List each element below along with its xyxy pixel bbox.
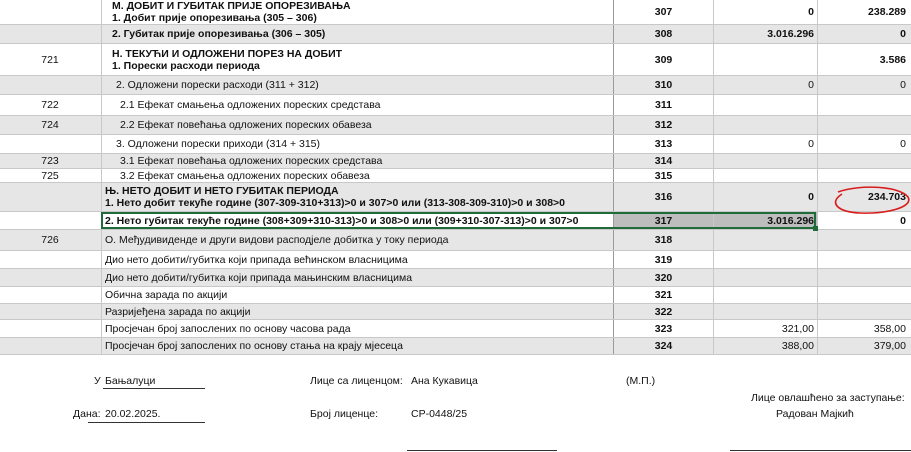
aop-code-cell[interactable]: 319	[613, 251, 713, 268]
license-number-label: Број лиценце:	[310, 408, 378, 420]
description-line: Н. ТЕКУЋИ И ОДЛОЖЕНИ ПОРЕЗ НА ДОБИТ	[112, 47, 343, 60]
previous-year-cell[interactable]: 0	[817, 76, 911, 94]
previous-year-cell[interactable]: 3.586	[817, 44, 911, 75]
aop-code-cell[interactable]: 316	[613, 183, 713, 211]
licensed-signature-line	[407, 450, 557, 451]
description-line: Просјечан број запослених по основу часова рада	[105, 322, 351, 335]
account-code-cell[interactable]: 722	[41, 99, 59, 111]
date-underline	[88, 422, 205, 423]
previous-year-cell[interactable]: 234.703	[817, 183, 911, 211]
place-label: У	[94, 375, 101, 387]
description-line: 1. Порески расходи периода	[112, 59, 260, 72]
aop-code-cell[interactable]: 322	[613, 304, 713, 319]
aop-code-cell[interactable]: 320	[613, 269, 713, 286]
signature-footer	[0, 352, 911, 452]
previous-year-cell[interactable]: 238.289	[817, 0, 911, 24]
description-line: Њ. НЕТО ДОБИТ И НЕТО ГУБИТАК ПЕРИОДА	[105, 185, 339, 197]
account-code-cell[interactable]: 725	[41, 169, 59, 182]
aop-code-cell[interactable]: 311	[613, 95, 713, 115]
aop-code-cell[interactable]: 309	[613, 44, 713, 75]
date-value: 20.02.2025.	[105, 408, 161, 420]
aop-code-cell[interactable]: 318	[613, 230, 713, 250]
description-line: Дио нето добити/губитка који припада мањинским власницима	[105, 271, 413, 284]
description-line: 1. Добит прије опорезивања (305 – 306)	[112, 12, 317, 24]
current-year-cell[interactable]: 388,00	[713, 338, 817, 354]
authorized-signature-line	[730, 450, 911, 451]
authorized-person-label: Лице овлашћено за заступање:	[751, 392, 905, 404]
authorized-person-value: Радован Мајкић	[776, 408, 854, 420]
stamp-placeholder: (М.П.)	[626, 375, 656, 387]
description-line: 1. Нето добит текуће године (307-309-310+313)>0 и 307>0 или (313-308-309-310)>0 и 308>0	[105, 197, 566, 209]
description-line: О. Међудивиденде и други видови расподјеле добитка у току периода	[105, 234, 449, 246]
aop-code-cell[interactable]: 321	[613, 287, 713, 303]
description-line: 3.1 Ефекат повећања одложених пореских средстава	[120, 155, 383, 167]
date-label: Дана:	[73, 408, 101, 420]
current-year-cell[interactable]: 0	[713, 183, 817, 211]
aop-code-cell[interactable]: 313	[613, 135, 713, 153]
current-year-cell[interactable]: 3.016.296	[713, 212, 817, 229]
aop-code-cell[interactable]: 317	[613, 212, 713, 229]
description-line: Просјечан број запослених по основу стања на крају мјесеца	[105, 340, 403, 352]
license-number-value: СР-0448/25	[411, 408, 468, 420]
description-line: 2. Губитак прије опорезивања (306 – 305)	[112, 28, 326, 40]
description-line: 2.2 Ефекат повећања одложених пореских обавеза	[120, 119, 372, 131]
current-year-cell[interactable]: 0	[713, 135, 817, 153]
aop-code-cell[interactable]: 312	[613, 116, 713, 134]
licensed-person-label: Лице са лиценцом:	[310, 375, 403, 387]
description-line: 3.2 Ефекат смањења одложених пореских обавеза	[120, 169, 370, 182]
description-line: 3. Одложени порески приходи (314 + 315)	[116, 138, 321, 150]
red-circle-annotation	[836, 187, 909, 213]
place-underline	[103, 388, 205, 389]
account-code-cell[interactable]: 726	[41, 234, 59, 246]
description-line: М. ДОБИТ И ГУБИТАК ПРИЈЕ ОПОРЕЗИВАЊА	[112, 0, 351, 12]
aop-code-cell[interactable]: 310	[613, 76, 713, 94]
aop-code-cell[interactable]: 315	[613, 169, 713, 182]
current-year-cell[interactable]: 0	[713, 0, 817, 24]
description-line: Разријеђена зарада по акцији	[105, 305, 251, 318]
current-year-cell[interactable]: 321,00	[713, 320, 817, 337]
previous-year-cell[interactable]: 0	[817, 212, 911, 229]
place-value: Бањалуци	[105, 375, 156, 387]
aop-code-cell[interactable]: 324	[613, 338, 713, 354]
previous-year-cell[interactable]: 0	[817, 135, 911, 153]
current-year-cell[interactable]: 3.016.296	[713, 25, 817, 43]
licensed-person-value: Ана Кукавица	[411, 375, 478, 387]
description-line: 2.1 Ефекат смањења одложених пореских средстава	[120, 99, 381, 111]
account-code-cell[interactable]: 724	[41, 119, 59, 131]
aop-code-cell[interactable]: 314	[613, 154, 713, 168]
aop-code-cell[interactable]: 323	[613, 320, 713, 337]
description-line: Обична зарада по акцији	[105, 289, 228, 301]
description-line: 2. Нето губитак текуће године (308+309+310-313)>0 и 308>0 или (309+310-307-313)>0 и 307>0	[105, 214, 579, 227]
previous-year-cell[interactable]: 358,00	[817, 320, 911, 337]
account-code-cell[interactable]: 721	[41, 53, 59, 66]
description-line: Дио нето добити/губитка који припада већинском власницима	[105, 253, 408, 266]
previous-year-cell[interactable]: 0	[817, 25, 911, 43]
description-line: 2. Одложени порески расходи (311 + 312)	[116, 79, 319, 91]
current-year-cell[interactable]: 0	[713, 76, 817, 94]
aop-code-cell[interactable]: 308	[613, 25, 713, 43]
aop-code-cell[interactable]: 307	[613, 0, 713, 24]
account-code-cell[interactable]: 723	[41, 155, 59, 167]
previous-year-cell[interactable]: 379,00	[817, 338, 911, 354]
